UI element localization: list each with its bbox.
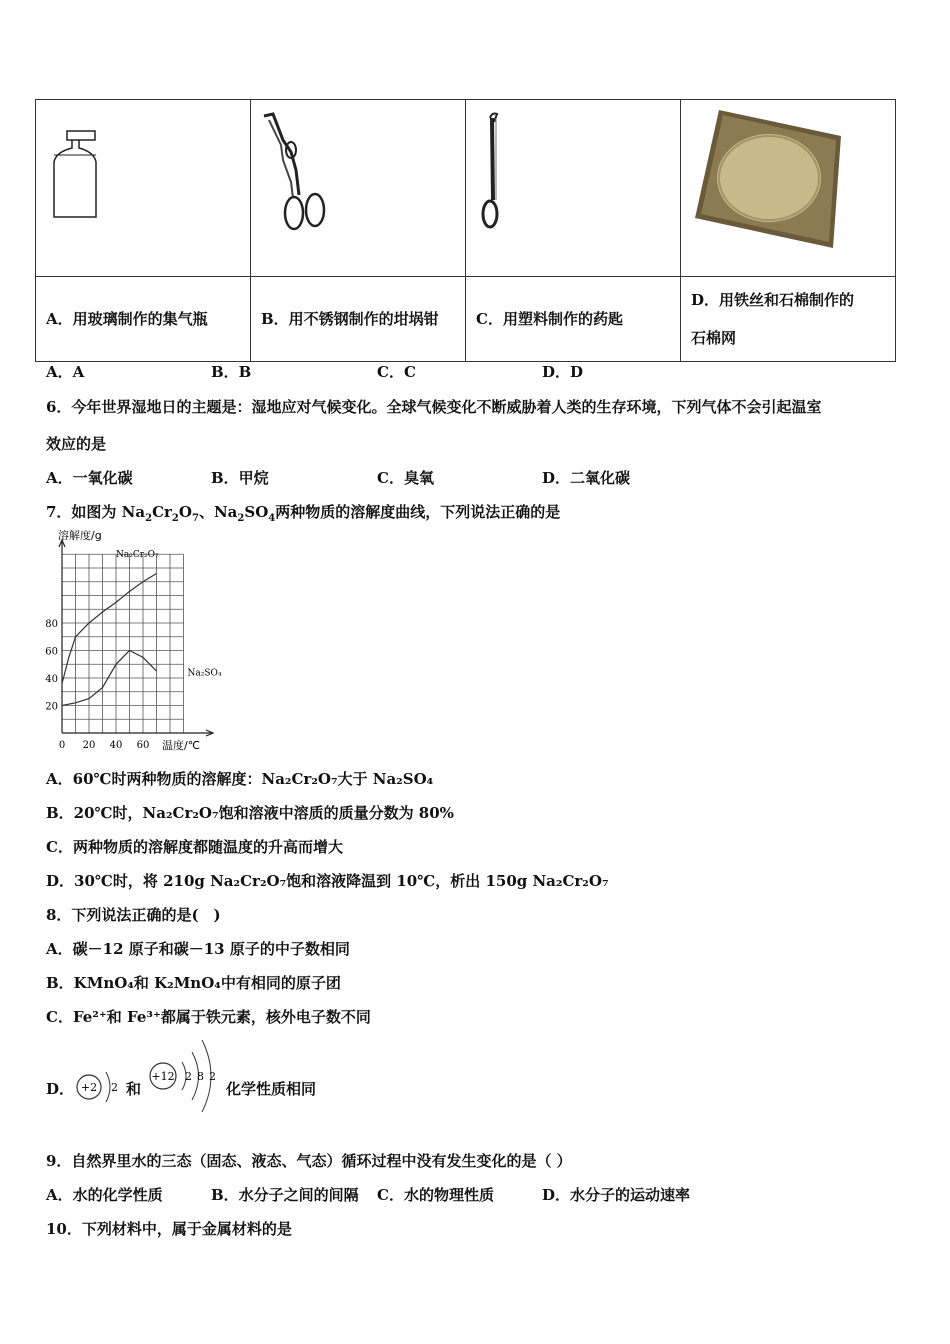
- x-tick-label-60: 60: [136, 740, 150, 751]
- gas-jar-cell: [36, 100, 251, 277]
- x-tick-label-0: 0: [58, 740, 66, 751]
- atom2-shell-3: 2: [209, 1070, 216, 1083]
- asbestos-gauze-cell: [681, 100, 896, 277]
- q7-f2-so: SO: [244, 503, 269, 521]
- q7-option-c: C．两种物质的溶解度都随温度的升高而增大: [46, 838, 343, 856]
- spatula-icon: [466, 100, 680, 272]
- q7-stem-a: 7．如图为: [46, 503, 122, 521]
- atom2-shell-2: 8: [197, 1070, 204, 1083]
- atom1-shell-1: 2: [111, 1081, 118, 1094]
- crucible-tongs-cell: [251, 100, 466, 277]
- y-axis-label: 溶解度/g: [58, 530, 102, 542]
- series-label-Na2SO4: Na₂SO₄: [187, 668, 222, 679]
- solubility-chart: [40, 530, 240, 755]
- q9-option-b: B．水分子之间的间隔: [211, 1186, 359, 1204]
- q6-option-b: B．甲烷: [211, 469, 269, 487]
- q8-option-b: B．KMnO₄和 K₂MnO₄中有相同的原子团: [46, 974, 341, 992]
- q7-f1-7: 7: [191, 513, 199, 524]
- q6-stem-line2: 效应的是: [46, 435, 107, 453]
- q8-stem: 8．下列说法正确的是( ): [46, 906, 221, 924]
- caption-d-line2: 石棉网: [691, 329, 737, 347]
- y-tick-label-60: 60: [45, 646, 58, 658]
- q8-option-a: A．碳－12 原子和碳－13 原子的中子数相同: [46, 940, 350, 958]
- caption-b: B．用不锈钢制作的坩埚钳: [251, 277, 466, 362]
- atom-diagram-he: [70, 1066, 120, 1108]
- q8-option-d-and: 和: [126, 1080, 142, 1098]
- q10-stem: 10．下列材料中，属于金属材料的是: [46, 1220, 292, 1238]
- q9-stem: 9．自然界里水的三态（固态、液态、气态）循环过程中没有发生变化的是（ ）: [46, 1152, 572, 1170]
- q5-option-b: B．B: [211, 363, 252, 381]
- x-tick-label-20: 20: [82, 740, 96, 751]
- x-tick-label-40: 40: [109, 740, 123, 751]
- q6-option-d: D．二氧化碳: [542, 469, 631, 487]
- q6-option-c: C．臭氧: [377, 469, 434, 487]
- caption-d-line1: D．用铁丝和石棉制作的: [691, 291, 855, 309]
- q9-option-c: C．水的物理性质: [377, 1186, 494, 1204]
- q8-option-d-suffix: 化学性质相同: [226, 1080, 317, 1098]
- apparatus-table: [35, 99, 896, 362]
- q7-f2-4: 4: [268, 513, 276, 524]
- formula-na2so4: [213, 503, 276, 524]
- q7-option-d: D．30℃时，将 210g Na₂Cr₂O₇饱和溶液降温到 10℃，析出 150g Na₂Cr₂O₇: [46, 872, 609, 890]
- q7-f1-na: Na: [121, 503, 146, 521]
- series-line-Na2Cr2O7: [62, 574, 157, 684]
- q9-option-a: A．水的化学性质: [46, 1186, 163, 1204]
- q7-f2-na: Na: [213, 503, 238, 521]
- atom-diagram-mg: [145, 1036, 225, 1114]
- y-tick-label-80: 80: [45, 619, 58, 630]
- q7-f1-o: O: [178, 503, 192, 521]
- q5-option-a: A．A: [46, 363, 85, 381]
- spatula-cell: [466, 100, 681, 277]
- q5-option-c: C．C: [377, 363, 416, 381]
- y-tick-label-20: 20: [45, 701, 58, 713]
- q9-option-d: D．水分子的运动速率: [542, 1186, 691, 1204]
- q7-stem-c: 两种物质的溶解度曲线，下列说法正确的是: [275, 503, 561, 521]
- q7-option-b: B．20℃时，Na₂Cr₂O₇饱和溶液中溶质的质量分数为 80%: [46, 804, 454, 822]
- atom2-nucleus: +12: [151, 1070, 175, 1083]
- x-axis-label: 温度/℃: [162, 739, 201, 752]
- q7-stem: [46, 501, 560, 524]
- y-tick-label-40: 40: [45, 674, 58, 685]
- crucible-tongs-icon: [251, 100, 465, 272]
- atom2-shell-1: 2: [185, 1070, 192, 1083]
- q7-f1-2a: 2: [145, 513, 153, 524]
- formula-na2cr2o7: [121, 503, 199, 524]
- q7-f1-2b: 2: [171, 513, 179, 524]
- q6-option-a: A．一氧化碳: [46, 469, 133, 487]
- q8-option-c: C．Fe²⁺和 Fe³⁺都属于铁元素，核外电子数不同: [46, 1008, 371, 1026]
- q7-stem-b: 、: [198, 503, 214, 521]
- q8-option-d-prefix: D．: [46, 1080, 75, 1098]
- atom1-nucleus: +2: [80, 1081, 98, 1094]
- q7-f1-cr: Cr: [152, 503, 172, 521]
- gas-jar-icon: [36, 100, 250, 272]
- q7-option-a: A．60℃时两种物质的溶解度：Na₂Cr₂O₇大于 Na₂SO₄: [46, 770, 434, 788]
- asbestos-gauze-icon: [681, 100, 895, 272]
- q7-f2-2: 2: [237, 513, 245, 524]
- caption-c: C．用塑料制作的药匙: [466, 277, 681, 362]
- q6-stem-line1: 6．今年世界湿地日的主题是：湿地应对气候变化。全球气候变化不断威胁着人类的生存环境，下列气体不会引起温室: [46, 398, 822, 416]
- caption-d: [681, 277, 896, 362]
- atom1-shell-arc: [106, 1072, 110, 1102]
- q5-option-d: D．D: [542, 363, 584, 381]
- series-label-Na2Cr2O7: Na₂Cr₂O₇: [116, 550, 159, 560]
- caption-a: A．用玻璃制作的集气瓶: [36, 277, 251, 362]
